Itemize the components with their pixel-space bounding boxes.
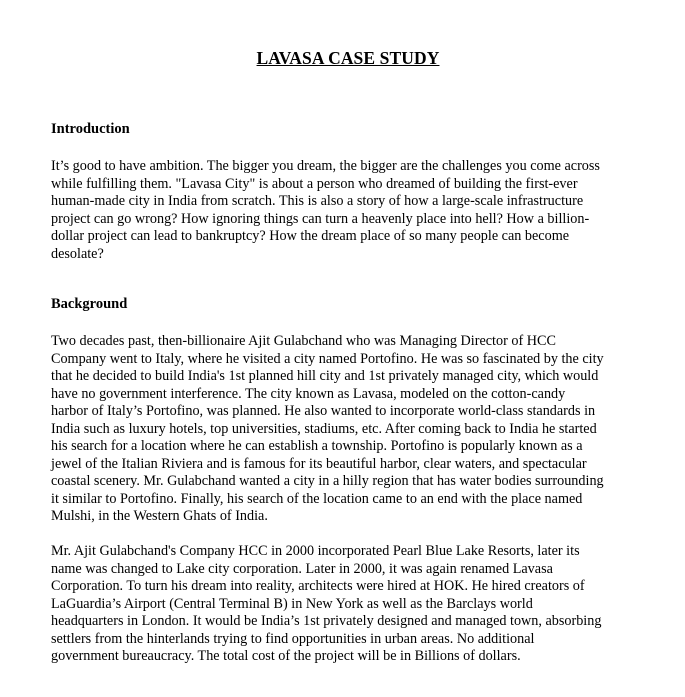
text-line: Company went to Italy, where he visited a city named Portofino. He was so fascinated by the city bbox=[51, 350, 604, 367]
text-line: project can go wrong? How ignoring things can turn a heavenly place into hell? How a billion- bbox=[51, 210, 590, 227]
text-line: headquarters in London. It would be India’s 1st privately designed and managed town, absorbing bbox=[51, 613, 602, 630]
text-line: name was changed to Lake city corporation. Later in 2000, it was again renamed Lavasa bbox=[51, 560, 553, 577]
text-line: coastal scenery. Mr. Gulabchand wanted a city in a hilly region that has water bodies surrounding bbox=[51, 473, 604, 490]
text-line: India such as luxury hotels, top universities, stadiums, etc. After coming back to India he started bbox=[51, 420, 597, 437]
page-title: LAVASA CASE STUDY bbox=[256, 48, 440, 68]
section-heading-background: Background bbox=[51, 296, 128, 312]
text-line: his search for a location where he can establish a township. Portofino is popularly known as a bbox=[51, 438, 583, 455]
text-line: government bureaucracy. The total cost of the project will be in Billions of dollars. bbox=[51, 648, 521, 665]
text-line: Two decades past, then-billionaire Ajit Gulabchand who was Managing Director of HCC bbox=[51, 333, 556, 349]
text-line: it similar to Portofino. Finally, his search of the location came to an end with the place named bbox=[51, 490, 583, 507]
text-line: human-made city in India from scratch. This is also a story of how a large-scale infrastructure bbox=[51, 193, 584, 210]
text-line: jewel of the Italian Riviera and is famous for its beautiful harbor, clear waters, and spectacular bbox=[51, 455, 587, 472]
text-line: settlers from the hinterlands trying to find opportunities in urban areas. No additional bbox=[51, 630, 535, 647]
introduction-paragraph bbox=[51, 158, 647, 263]
text-line: harbor of Italy’s Portofino, was planned. He also wanted to incorporate world-class standards in bbox=[51, 403, 596, 420]
text-line: Mulshi, in the Western Ghats of India. bbox=[51, 508, 268, 525]
text-line: Corporation. To turn his dream into reality, architects were hired at HOK. He hired creators of bbox=[51, 578, 585, 595]
section-heading-introduction: Introduction bbox=[51, 121, 130, 137]
text-line: desolate? bbox=[51, 245, 104, 262]
text-line: have no government interference. The city known as Lavasa, modeled on the cotton-candy bbox=[51, 385, 566, 402]
text-line: that he decided to build India's 1st planned hill city and 1st privately managed city, which would bbox=[51, 368, 599, 385]
text-line: while fulfilling them. "Lavasa City" is about a person who dreamed of building the first-ever bbox=[51, 175, 578, 192]
text-line: Mr. Ajit Gulabchand's Company HCC in 2000 incorporated Pearl Blue Lake Resorts, later its bbox=[51, 543, 580, 559]
text-line: dollar project can lead to bankruptcy? How the dream place of so many people can become bbox=[51, 228, 570, 245]
background-paragraph-1 bbox=[51, 333, 647, 526]
background-paragraph-2 bbox=[51, 543, 647, 666]
text-line: It’s good to have ambition. The bigger you dream, the bigger are the challenges you come across bbox=[51, 158, 600, 174]
text-line: LaGuardia’s Airport (Central Terminal B) in New York as well as the Barclays world bbox=[51, 595, 533, 612]
